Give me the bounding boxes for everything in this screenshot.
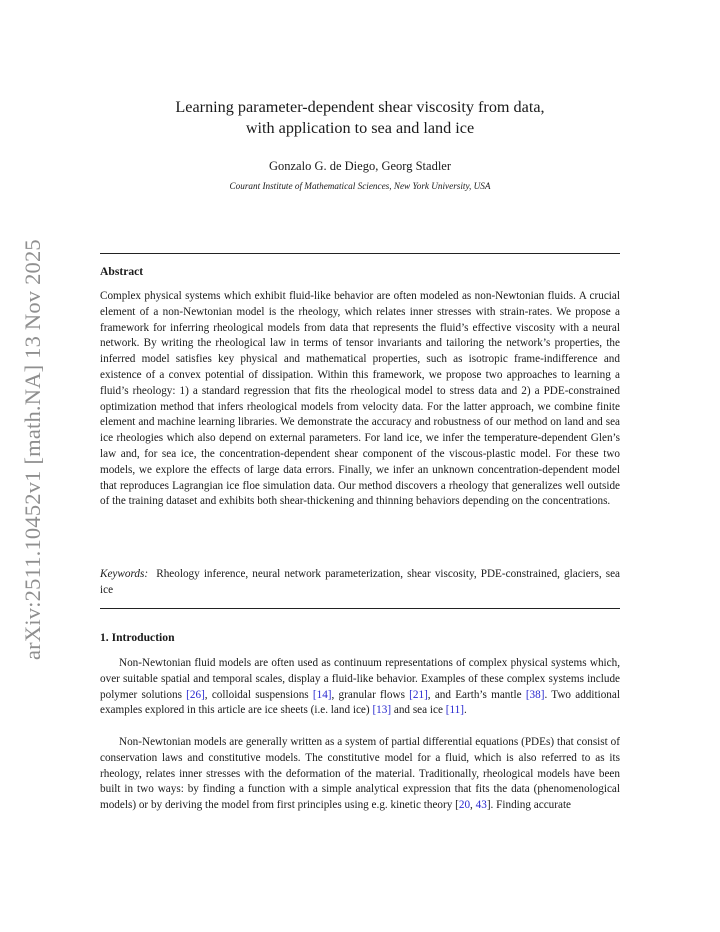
affiliation: Courant Institute of Mathematical Sciences, New York University, USA bbox=[229, 181, 491, 191]
title-line-1: Learning parameter-dependent shear viscosity from data, bbox=[175, 98, 545, 116]
p1-text-c: , granular flows bbox=[331, 688, 410, 701]
p1-text-f: and sea ice bbox=[391, 704, 446, 717]
citation-link[interactable]: 43 bbox=[475, 799, 487, 812]
keywords-label: Keywords: bbox=[100, 568, 149, 580]
abstract-heading: Abstract bbox=[100, 265, 144, 278]
p1-text-e: . Two additional examples explored in this article are ice sheets (i.e. land ice) bbox=[100, 688, 620, 717]
p1-text-d: , and Earth’s mantle bbox=[427, 688, 526, 701]
paper-title bbox=[100, 97, 620, 139]
citation-link[interactable]: [21] bbox=[409, 688, 428, 701]
citation-link[interactable]: [38] bbox=[525, 688, 545, 701]
citation-link[interactable]: [13] bbox=[372, 704, 392, 717]
arxiv-identifier-stamp: arXiv:2511.10452v1 [math.NA] 13 Nov 2025 bbox=[20, 239, 45, 660]
citation-link[interactable]: 20 bbox=[458, 799, 471, 812]
citation-link[interactable]: [11] bbox=[445, 704, 464, 717]
keywords-text: Rheology inference, neural network parameterization, shear viscosity, PDE-constrained, glaciers, sea ice bbox=[100, 568, 621, 596]
p2-citation-separator: , bbox=[470, 799, 476, 812]
introduction-heading: 1. Introduction bbox=[100, 631, 175, 644]
citation-link[interactable]: [14] bbox=[312, 688, 332, 701]
p1-text-b: , colloidal suspensions bbox=[204, 688, 313, 701]
abstract-top-rule bbox=[100, 253, 620, 254]
author-list: Gonzalo G. de Diego, Georg Stadler bbox=[268, 159, 451, 173]
title-line-2: with application to sea and land ice bbox=[245, 119, 475, 137]
p2-text-b: ]. Finding accurate bbox=[486, 799, 572, 812]
keywords bbox=[100, 567, 620, 599]
abstract-bottom-rule bbox=[100, 608, 620, 609]
introduction-paragraph-2 bbox=[100, 735, 620, 814]
p1-text-a: Non-Newtonian fluid models are often used as continuum representations of complex physical systems which, over suitable spatial and temporal scales, display a fluid-like behavior. Examples of these complex systems include polymer solutions bbox=[100, 657, 620, 701]
abstract-body: Complex physical systems which exhibit fluid-like behavior are often modeled as non-Newtonian fluids. A crucial element of a non-Newtonian model is the rheology, which relates inner stresses with strain-rates. We propose a framework for inferring rheological models from data that represents the fluid’s effective viscosity with a neural network. By writing the rheological law in terms of tensor invariants and tailoring the network’s properties, the inferred model satisfies key physical and mathematical properties, such as isotropic frame-indifference and existence of a convex potential of dissipation. Within this framework, we propose two approaches to learning a fluid’s rheology: 1) a standard regression that fits the rheological model to stress data and 2) a PDE-constrained optimization method that infers rheological models from velocity data. For the latter approach, we combine finite element and machine learning libraries. We demonstrate the accuracy and robustness of our method on land and sea ice rheologies which also depend on external parameters. For land ice, we infer the temperature-dependent Glen’s law and, for sea ice, the concentration-dependent shear component of the viscous-plastic model. For these two models, we explore the effects of large data errors. Finally, we infer an unknown concentration-dependent model that reproduces Lagrangian ice floe simulation data. Our method discovers a rheology that generalizes well outside of the training dataset and exhibits both shear-thickening and thinning behaviors depending on the concentrations. bbox=[100, 290, 620, 508]
p2-text-a: Non-Newtonian models are generally written as a system of partial differential equations (PDEs) that consist of conservation laws and constitutive models. The constitutive model for a fluid, which is also referred to as its rheology, relates inner stresses with the deformation of the material. Traditionally, rheological models have been built in two ways: by finding a function with a simple analytical expression that fits the data (phenomenological models) or by deriving the model from first principles using e.g. kinetic theory [ bbox=[100, 736, 620, 812]
introduction-paragraph-1 bbox=[100, 656, 620, 719]
p1-text-g: . bbox=[463, 704, 467, 717]
citation-link[interactable]: [26] bbox=[186, 688, 205, 701]
